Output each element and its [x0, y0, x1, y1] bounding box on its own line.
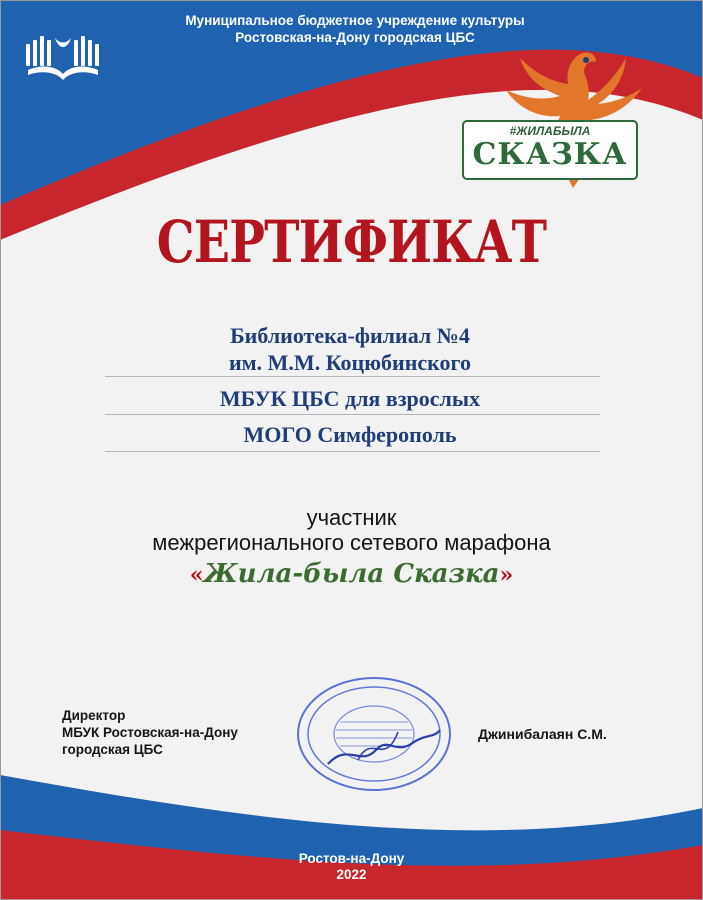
header-line-2: Ростовская-на-Дону городская ЦБС	[235, 30, 475, 45]
badge-word: СКАЗКА	[472, 137, 628, 172]
director-title	[62, 707, 238, 758]
library-logo-icon	[22, 30, 104, 82]
certificate-title: СЕРТИФИКАТ	[156, 208, 547, 276]
divider-line	[105, 414, 600, 415]
recipient-line-3: МБУК ЦБС для взрослых	[219, 386, 481, 411]
badge-hashtag: #ЖИЛАБЫЛА	[509, 124, 591, 138]
recipient-line-2: им. М.М. Коцюбинского	[229, 350, 471, 375]
director-role-line-2: МБУК Ростовская-на-Дону	[62, 725, 238, 740]
director-role-line-1: Директор	[62, 708, 126, 723]
header-line-1: Муниципальное бюджетное учреждение культуры	[185, 13, 525, 28]
footer-city: Ростов-на-Дону	[298, 851, 405, 866]
director-role-line-3: городская ЦБС	[62, 742, 163, 757]
divider-line	[105, 451, 600, 452]
signer-name: Джинибалаян С.М.	[478, 726, 607, 742]
marathon-name	[0, 559, 703, 589]
participant-label: участник	[306, 505, 397, 530]
official-stamp-icon	[288, 672, 458, 798]
footer-place-date	[0, 851, 703, 883]
marathon-title: Жила-была Сказка	[203, 559, 500, 589]
footer-year: 2022	[336, 867, 367, 882]
marathon-description: межрегионального сетевого марафона	[152, 530, 551, 555]
open-quote: «	[189, 562, 204, 588]
recipient-line-4: МОГО Симферополь	[243, 422, 457, 447]
marathon-badge	[462, 120, 638, 180]
close-quote: »	[499, 562, 514, 588]
divider-line	[105, 376, 600, 377]
recipient-line-1: Библиотека-филиал №4	[230, 323, 470, 348]
